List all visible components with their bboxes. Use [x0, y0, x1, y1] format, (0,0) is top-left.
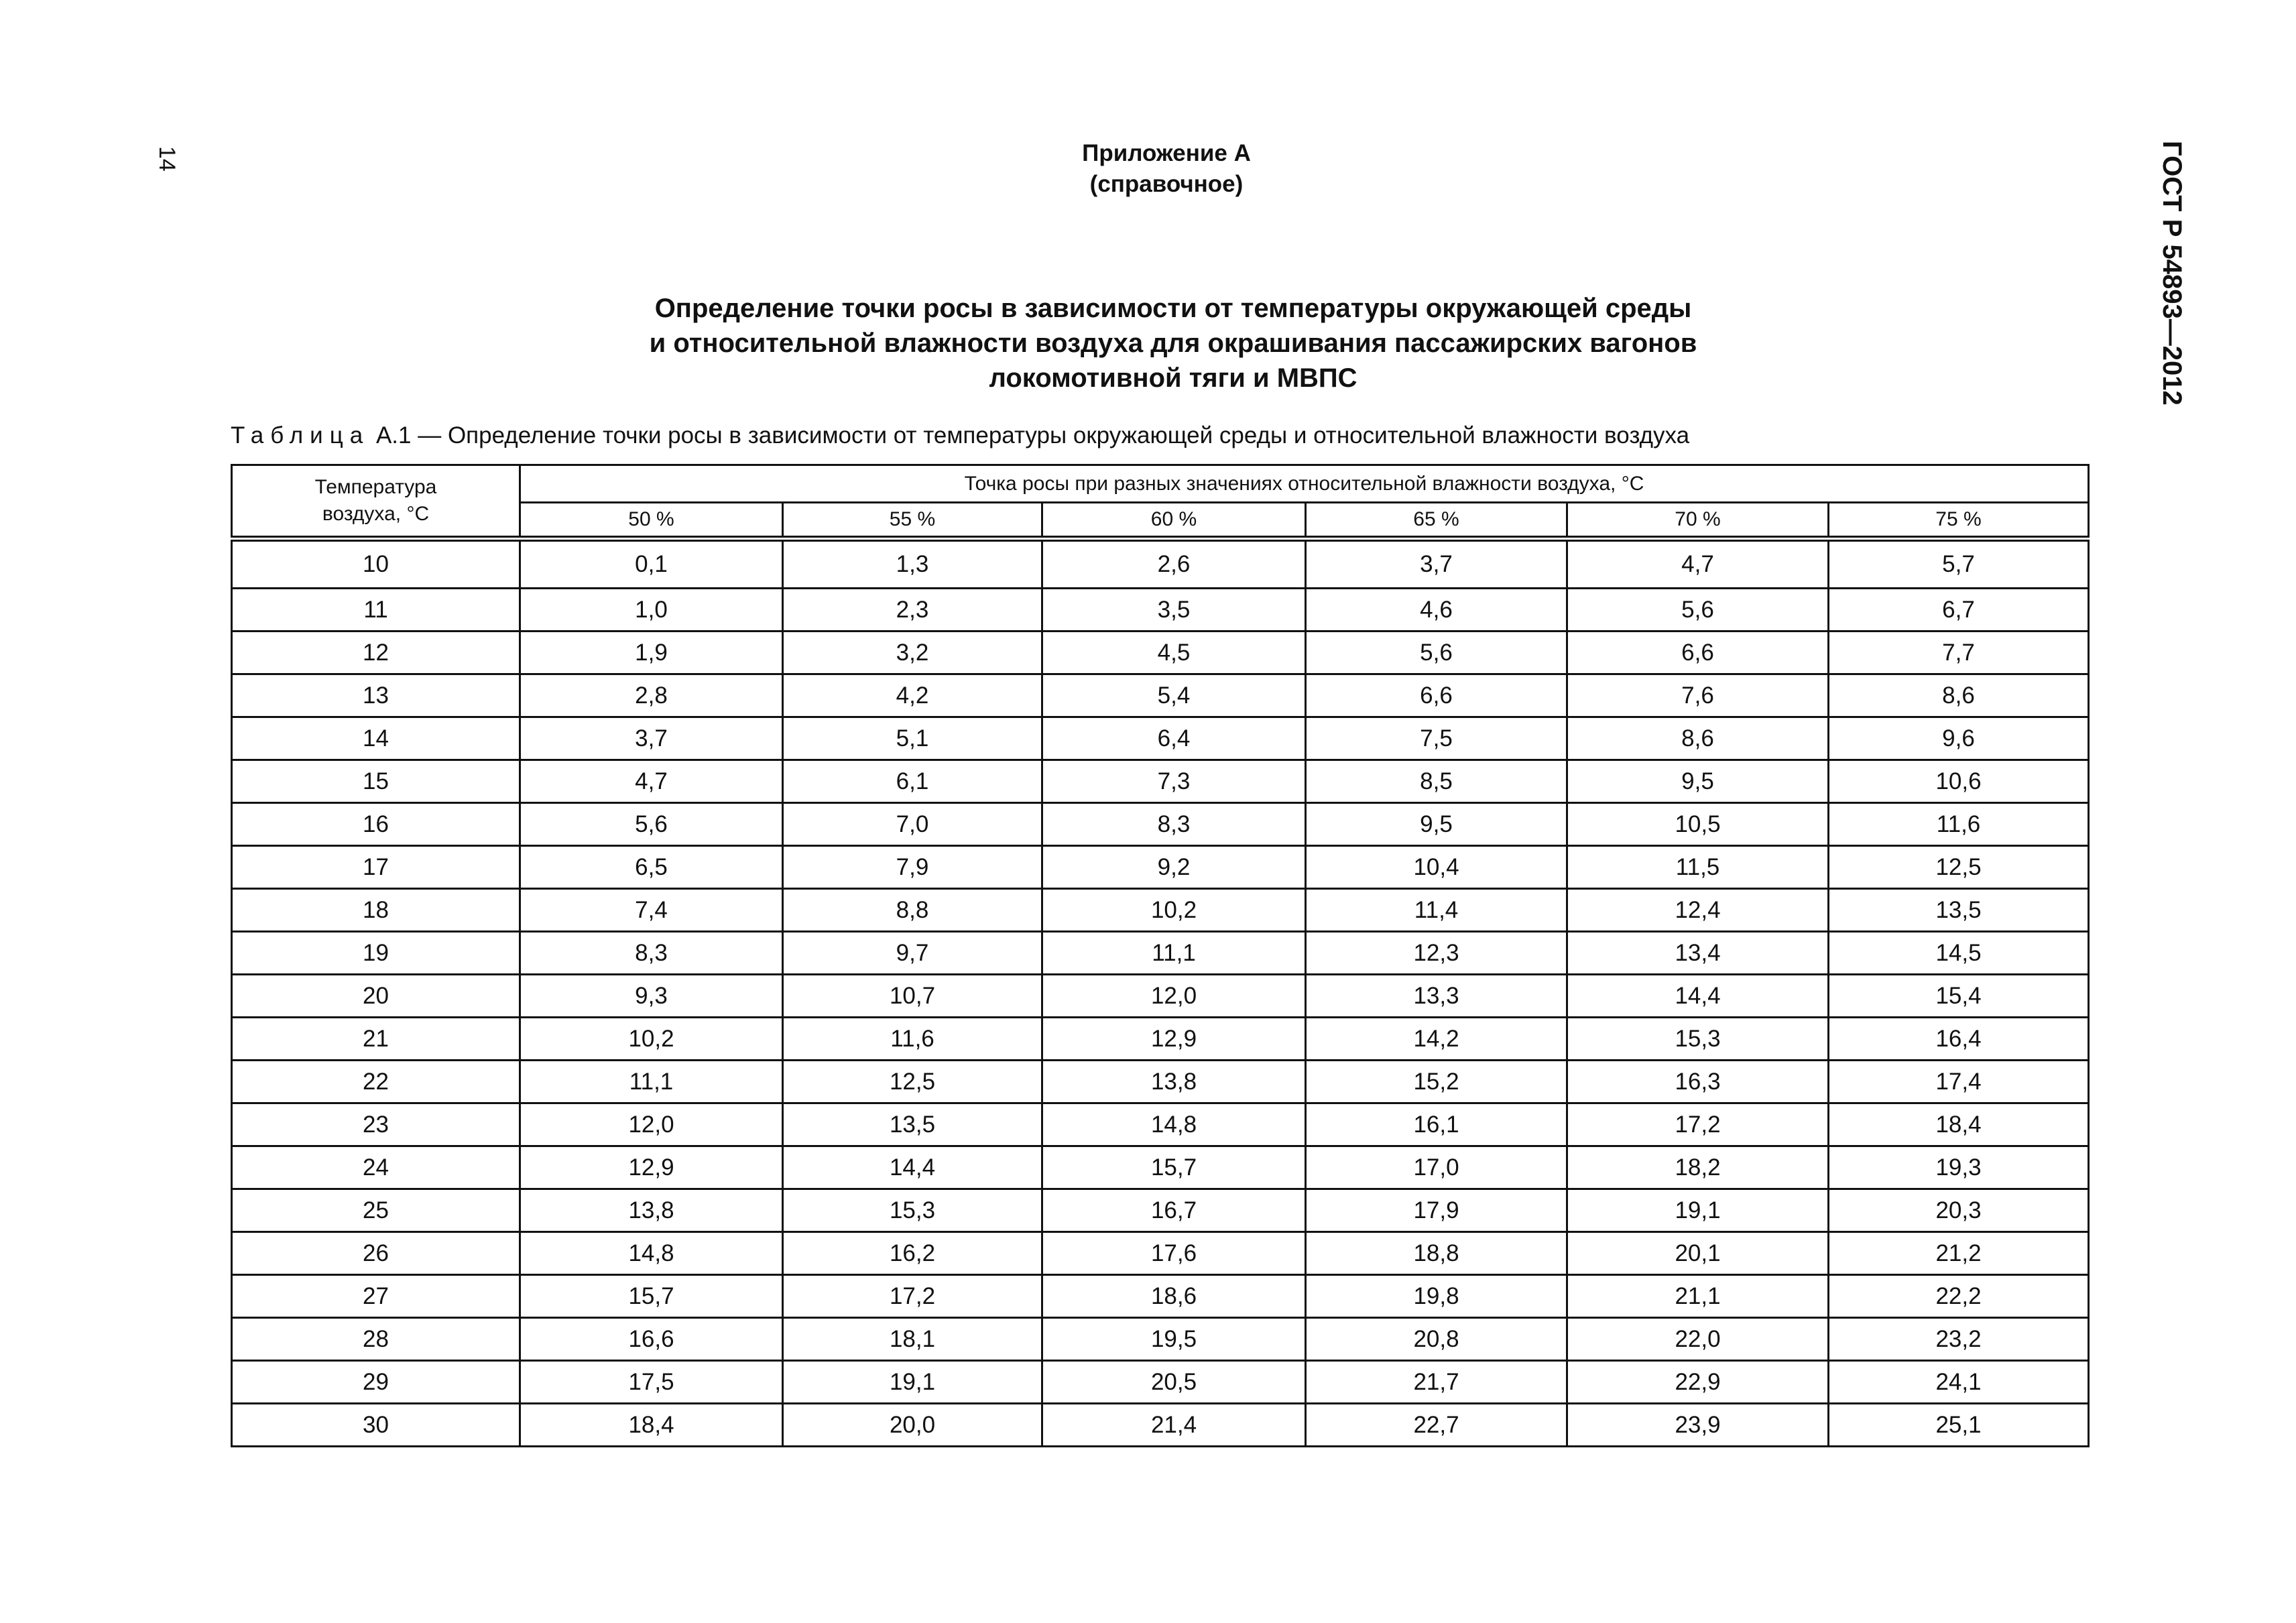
dew-point-cell: 23,9	[1567, 1404, 1829, 1447]
dew-point-cell: 17,2	[783, 1275, 1042, 1318]
dew-point-cell: 5,6	[520, 803, 783, 846]
dew-point-cell: 16,3	[1567, 1061, 1829, 1103]
dew-point-cell: 5,4	[1042, 674, 1306, 717]
dew-point-cell: 7,3	[1042, 760, 1306, 803]
dew-point-cell: 12,5	[1829, 846, 2089, 889]
dew-point-cell: 13,8	[520, 1189, 783, 1232]
table-row	[232, 932, 2089, 975]
dew-point-cell: 16,7	[1042, 1189, 1306, 1232]
dew-point-cell: 9,6	[1829, 717, 2089, 760]
dew-point-cell: 12,4	[1567, 889, 1829, 932]
dew-point-cell: 4,2	[783, 674, 1042, 717]
dew-point-cell: 11,6	[783, 1018, 1042, 1061]
dew-point-cell: 6,7	[1829, 589, 2089, 632]
temperature-cell: 26	[232, 1232, 520, 1275]
temperature-cell: 13	[232, 674, 520, 717]
dew-point-cell: 17,9	[1306, 1189, 1567, 1232]
dew-point-cell: 6,6	[1567, 632, 1829, 674]
table-row	[232, 717, 2089, 760]
dew-point-cell: 4,7	[520, 760, 783, 803]
page-number: 14	[154, 146, 180, 172]
dew-point-cell: 19,1	[1567, 1189, 1829, 1232]
dew-point-cell: 4,6	[1306, 589, 1567, 632]
table-row	[232, 1018, 2089, 1061]
table-row	[232, 1061, 2089, 1103]
dew-point-cell: 18,8	[1306, 1232, 1567, 1275]
dew-point-cell: 11,5	[1567, 846, 1829, 889]
dew-point-cell: 17,4	[1829, 1061, 2089, 1103]
temperature-cell: 25	[232, 1189, 520, 1232]
dew-point-cell: 13,5	[1829, 889, 2089, 932]
table-row	[232, 589, 2089, 632]
dew-point-cell: 12,9	[520, 1146, 783, 1189]
dew-point-cell: 0,1	[520, 539, 783, 589]
dew-point-cell: 12,5	[783, 1061, 1042, 1103]
dew-point-cell: 21,2	[1829, 1232, 2089, 1275]
table-row	[232, 1404, 2089, 1447]
temperature-cell: 10	[232, 539, 520, 589]
dew-point-cell: 8,8	[783, 889, 1042, 932]
table-row	[232, 889, 2089, 932]
table-caption-text: А.1 — Определение точки росы в зависимости от температуры окружающей среды и относительной влажности воздуха	[369, 422, 1690, 448]
dew-point-cell: 14,4	[1567, 975, 1829, 1018]
table-row	[232, 1189, 2089, 1232]
dew-point-cell: 18,1	[783, 1318, 1042, 1361]
dew-point-cell: 21,4	[1042, 1404, 1306, 1447]
dew-point-cell: 5,1	[783, 717, 1042, 760]
dew-point-cell: 17,0	[1306, 1146, 1567, 1189]
dew-point-table	[231, 464, 2090, 1447]
dew-point-cell: 19,3	[1829, 1146, 2089, 1189]
temperature-cell: 12	[232, 632, 520, 674]
dew-point-cell: 21,7	[1306, 1361, 1567, 1404]
dew-point-cell: 8,6	[1829, 674, 2089, 717]
table-row	[232, 846, 2089, 889]
dew-point-cell: 14,5	[1829, 932, 2089, 975]
dew-point-cell: 6,4	[1042, 717, 1306, 760]
dew-point-cell: 18,4	[1829, 1103, 2089, 1146]
dew-point-cell: 5,7	[1829, 539, 2089, 589]
dew-point-cell: 18,6	[1042, 1275, 1306, 1318]
dew-point-cell: 20,0	[783, 1404, 1042, 1447]
dew-point-cell: 9,7	[783, 932, 1042, 975]
dew-point-cell: 13,8	[1042, 1061, 1306, 1103]
dew-point-cell: 21,1	[1567, 1275, 1829, 1318]
dew-point-cell: 11,6	[1829, 803, 2089, 846]
dew-point-cell: 7,5	[1306, 717, 1567, 760]
main-title	[496, 291, 1850, 396]
dew-point-cell: 19,8	[1306, 1275, 1567, 1318]
dew-point-cell: 8,6	[1567, 717, 1829, 760]
temperature-cell: 30	[232, 1404, 520, 1447]
dew-point-cell: 8,5	[1306, 760, 1567, 803]
dew-point-cell: 17,6	[1042, 1232, 1306, 1275]
temperature-cell: 18	[232, 889, 520, 932]
header-humidity-3: 60 %	[1042, 503, 1306, 539]
dew-point-cell: 16,4	[1829, 1018, 2089, 1061]
dew-point-cell: 10,7	[783, 975, 1042, 1018]
temperature-cell: 20	[232, 975, 520, 1018]
main-title-line-1: Определение точки росы в зависимости от температуры окружающей среды	[654, 294, 1692, 323]
dew-point-cell: 7,9	[783, 846, 1042, 889]
table-row	[232, 975, 2089, 1018]
dew-point-cell: 10,6	[1829, 760, 2089, 803]
dew-point-cell: 9,5	[1306, 803, 1567, 846]
dew-point-cell: 4,7	[1567, 539, 1829, 589]
dew-point-cell: 11,4	[1306, 889, 1567, 932]
table-caption-label: Таблица	[231, 422, 370, 448]
dew-point-cell: 14,8	[1042, 1103, 1306, 1146]
dew-point-cell: 25,1	[1829, 1404, 2089, 1447]
temperature-cell: 22	[232, 1061, 520, 1103]
main-title-line-2: и относительной влажности воздуха для окрашивания пассажирских вагонов	[649, 328, 1697, 358]
temperature-cell: 17	[232, 846, 520, 889]
dew-point-cell: 15,7	[1042, 1146, 1306, 1189]
dew-point-cell: 14,8	[520, 1232, 783, 1275]
dew-point-cell: 12,0	[520, 1103, 783, 1146]
dew-point-cell: 1,9	[520, 632, 783, 674]
table-row	[232, 1232, 2089, 1275]
dew-point-cell: 3,5	[1042, 589, 1306, 632]
header-humidity-4: 65 %	[1306, 503, 1567, 539]
temperature-cell: 24	[232, 1146, 520, 1189]
dew-point-cell: 9,3	[520, 975, 783, 1018]
temperature-cell: 11	[232, 589, 520, 632]
header-humidity-1: 50 %	[520, 503, 783, 539]
document-code: ГОСТ Р 54893—2012	[2157, 141, 2187, 406]
dew-point-cell: 22,7	[1306, 1404, 1567, 1447]
header-humidity-2: 55 %	[783, 503, 1042, 539]
dew-point-cell: 10,5	[1567, 803, 1829, 846]
dew-point-cell: 15,3	[1567, 1018, 1829, 1061]
dew-point-cell: 13,5	[783, 1103, 1042, 1146]
dew-point-cell: 24,1	[1829, 1361, 2089, 1404]
dew-point-cell: 7,4	[520, 889, 783, 932]
appendix-note: (справочное)	[1089, 171, 1244, 197]
dew-point-cell: 6,1	[783, 760, 1042, 803]
dew-point-cell: 6,5	[520, 846, 783, 889]
dew-point-cell: 12,9	[1042, 1018, 1306, 1061]
temperature-cell: 15	[232, 760, 520, 803]
dew-point-cell: 8,3	[520, 932, 783, 975]
dew-point-cell: 4,5	[1042, 632, 1306, 674]
temperature-cell: 21	[232, 1018, 520, 1061]
dew-point-cell: 6,6	[1306, 674, 1567, 717]
temperature-cell: 27	[232, 1275, 520, 1318]
temperature-cell: 14	[232, 717, 520, 760]
dew-point-cell: 5,6	[1306, 632, 1567, 674]
dew-point-cell: 15,2	[1306, 1061, 1567, 1103]
dew-point-cell: 22,9	[1567, 1361, 1829, 1404]
dew-point-cell: 12,0	[1042, 975, 1306, 1018]
dew-point-cell: 14,2	[1306, 1018, 1567, 1061]
dew-point-cell: 13,4	[1567, 932, 1829, 975]
dew-point-cell: 1,3	[783, 539, 1042, 589]
header-temperature: Температура воздуха, °С	[232, 465, 520, 539]
temperature-cell: 29	[232, 1361, 520, 1404]
dew-point-cell: 20,8	[1306, 1318, 1567, 1361]
dew-point-cell: 19,5	[1042, 1318, 1306, 1361]
dew-point-cell: 2,8	[520, 674, 783, 717]
table-row	[232, 1275, 2089, 1318]
header-humidity-5: 70 %	[1567, 503, 1829, 539]
table-row	[232, 760, 2089, 803]
dew-point-cell: 12,3	[1306, 932, 1567, 975]
table-caption	[231, 422, 1689, 449]
table-row	[232, 632, 2089, 674]
dew-point-cell: 16,6	[520, 1318, 783, 1361]
dew-point-cell: 3,7	[520, 717, 783, 760]
dew-point-cell: 11,1	[520, 1061, 783, 1103]
dew-point-cell: 3,7	[1306, 539, 1567, 589]
appendix-title: Приложение А	[1082, 140, 1251, 166]
dew-point-cell: 9,5	[1567, 760, 1829, 803]
dew-point-cell: 18,2	[1567, 1146, 1829, 1189]
header-dew-point-group: Точка росы при разных значениях относительной влажности воздуха, °С	[520, 465, 2089, 503]
table-row	[232, 1146, 2089, 1189]
dew-point-cell: 15,7	[520, 1275, 783, 1318]
dew-point-cell: 17,2	[1567, 1103, 1829, 1146]
table-row	[232, 1318, 2089, 1361]
dew-point-cell: 7,7	[1829, 632, 2089, 674]
dew-point-cell: 13,3	[1306, 975, 1567, 1018]
temperature-cell: 23	[232, 1103, 520, 1146]
dew-point-cell: 9,2	[1042, 846, 1306, 889]
dew-point-cell: 11,1	[1042, 932, 1306, 975]
dew-point-cell: 7,0	[783, 803, 1042, 846]
dew-point-cell: 2,3	[783, 589, 1042, 632]
dew-point-cell: 19,1	[783, 1361, 1042, 1404]
dew-point-cell: 15,3	[783, 1189, 1042, 1232]
dew-point-cell: 22,0	[1567, 1318, 1829, 1361]
dew-point-cell: 16,2	[783, 1232, 1042, 1275]
table-row	[232, 674, 2089, 717]
dew-point-cell: 10,2	[1042, 889, 1306, 932]
dew-point-cell: 17,5	[520, 1361, 783, 1404]
appendix-heading	[737, 138, 1595, 200]
header-humidity-6: 75 %	[1829, 503, 2089, 539]
table-row	[232, 539, 2089, 589]
dew-point-cell: 5,6	[1567, 589, 1829, 632]
dew-point-cell: 8,3	[1042, 803, 1306, 846]
temperature-cell: 19	[232, 932, 520, 975]
dew-point-cell: 7,6	[1567, 674, 1829, 717]
dew-point-cell: 10,4	[1306, 846, 1567, 889]
table-row	[232, 803, 2089, 846]
dew-point-cell: 3,2	[783, 632, 1042, 674]
dew-point-cell: 2,6	[1042, 539, 1306, 589]
table-row	[232, 1361, 2089, 1404]
table-row	[232, 1103, 2089, 1146]
dew-point-cell: 10,2	[520, 1018, 783, 1061]
dew-point-cell: 20,3	[1829, 1189, 2089, 1232]
dew-point-cell: 14,4	[783, 1146, 1042, 1189]
temperature-cell: 28	[232, 1318, 520, 1361]
dew-point-cell: 15,4	[1829, 975, 2089, 1018]
main-title-line-3: локомотивной тяги и МВПС	[989, 363, 1357, 393]
dew-point-cell: 16,1	[1306, 1103, 1567, 1146]
dew-point-cell: 18,4	[520, 1404, 783, 1447]
dew-point-cell: 20,1	[1567, 1232, 1829, 1275]
dew-point-cell: 1,0	[520, 589, 783, 632]
temperature-cell: 16	[232, 803, 520, 846]
dew-point-cell: 23,2	[1829, 1318, 2089, 1361]
dew-point-cell: 20,5	[1042, 1361, 1306, 1404]
dew-point-cell: 22,2	[1829, 1275, 2089, 1318]
